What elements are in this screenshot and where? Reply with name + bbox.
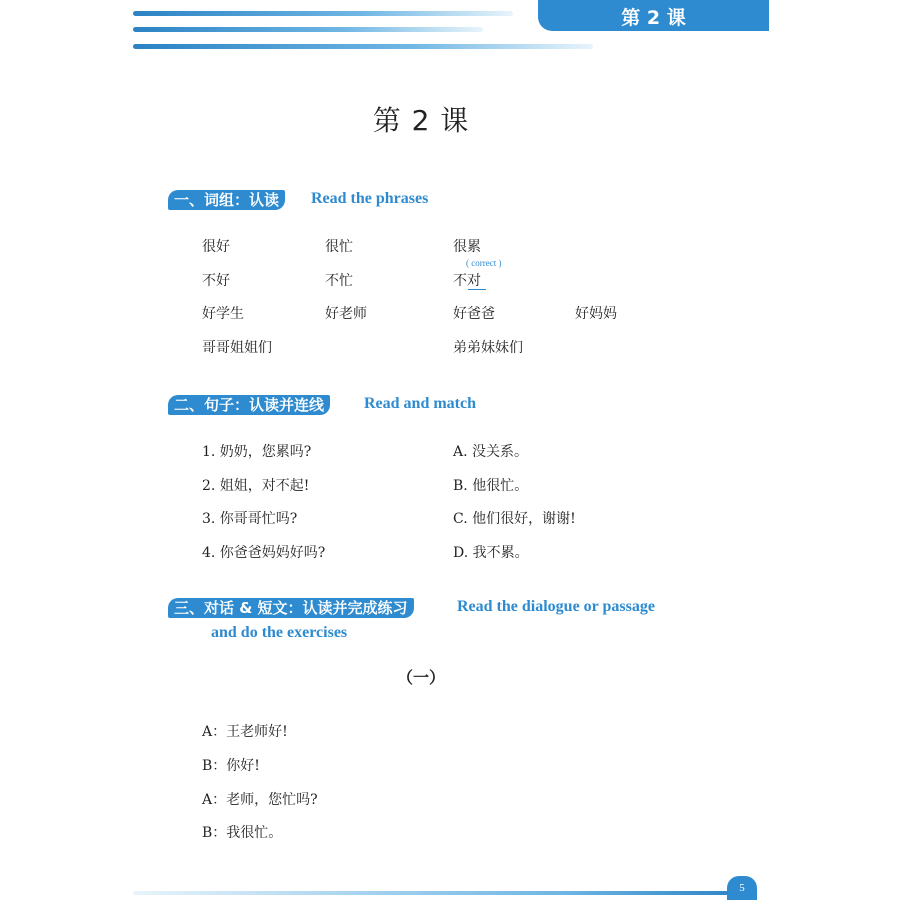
section1-english-heading: Read the phrases: [311, 190, 429, 207]
match-question: 1. 奶奶，您累吗?: [202, 444, 312, 460]
page-title: 第 2 课: [372, 104, 470, 137]
match-answer: A. 没关系。: [453, 444, 529, 460]
phrase: 很忙: [325, 239, 353, 255]
match-question: 4. 你爸爸妈妈好吗?: [202, 545, 326, 561]
match-question: 2. 姐姐，对不起!: [202, 478, 310, 494]
dialogue-line: A：老师，您忙吗?: [202, 792, 318, 808]
phrase: 不对: [453, 273, 481, 289]
phrase: 弟弟妹妹们: [453, 340, 523, 356]
phrase: 好老师: [325, 306, 367, 322]
section1-heading: 一、词组：认读: [168, 190, 285, 210]
match-answer: B. 他很忙。: [453, 478, 529, 494]
header-stripe: [133, 44, 593, 49]
section3-heading: 三、对话 & 短文：认读并完成练习: [168, 598, 414, 618]
phrase: 好爸爸: [453, 306, 495, 322]
section3-english-heading: Read the dialogue or passage: [457, 598, 655, 615]
phrase: 哥哥姐姐们: [202, 340, 272, 356]
dialogue-line: B：我很忙。: [202, 825, 283, 841]
phrase: 好学生: [202, 306, 244, 322]
phrase-annotation: ( correct ): [466, 258, 502, 268]
lesson-tab: [538, 0, 769, 31]
phrase: 不忙: [325, 273, 353, 289]
footer-stripe: [133, 891, 743, 895]
dialogue-line: A：王老师好!: [202, 724, 288, 740]
match-question: 3. 你哥哥忙吗?: [202, 511, 298, 527]
section2-english-heading: Read and match: [364, 395, 477, 412]
lesson-tab-label: 第 2 课: [621, 7, 686, 29]
phrase: 很好: [202, 239, 230, 255]
passage-title: （一）: [396, 668, 445, 687]
phrase: 不好: [202, 273, 230, 289]
section3-english-heading-cont: and do the exercises: [211, 624, 348, 641]
header-stripe: [133, 11, 513, 16]
match-answer: C. 他们很好，谢谢!: [453, 511, 576, 527]
section2-heading: 二、句子：认读并连线: [168, 395, 330, 415]
dialogue-line: B：你好!: [202, 758, 260, 774]
annotation-underline: [468, 289, 486, 290]
match-answer: D. 我不累。: [453, 545, 529, 561]
page-number: 5: [727, 876, 757, 900]
phrase: 很累: [453, 239, 481, 255]
textbook-page: [133, 0, 769, 900]
phrase: 好妈妈: [575, 306, 617, 322]
header-stripe: [133, 27, 483, 32]
